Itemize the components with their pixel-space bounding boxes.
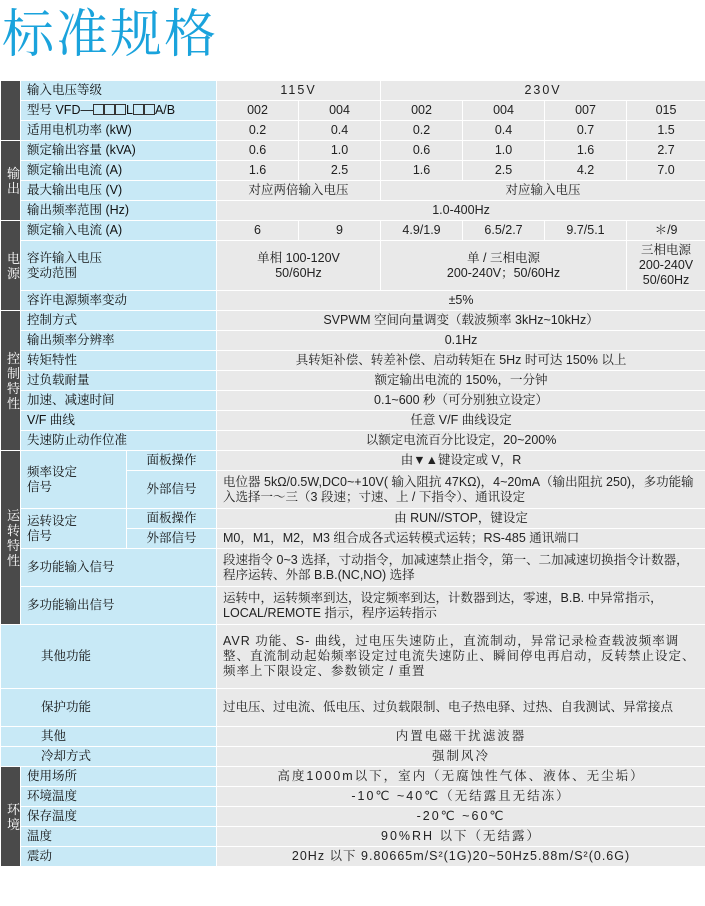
row-label: 失速防止动作位准: [21, 431, 217, 451]
value-cell: 对应输入电压: [381, 181, 705, 201]
row-label: 加速、减速时间: [21, 391, 217, 411]
value-cell: 9.7/5.1: [545, 221, 627, 241]
value-cell: -10℃ ~40℃（无结露且无结冻）: [217, 787, 705, 807]
control-row: [1, 391, 705, 411]
voltage-range-row: [1, 241, 705, 291]
sub-label: 外部信号: [127, 529, 217, 549]
value-cell: 单相 100-120V 50/60Hz: [217, 241, 381, 291]
value-cell: 运转中，运转频率到达，设定频率到达，计数器到达，零速，B.B. 中异常指示，LOCAL/REMOTE 指示，程序运转指示: [217, 587, 705, 625]
model-cell: 004: [463, 101, 545, 121]
row-label: 保存温度: [21, 807, 217, 827]
freq-range-row: [1, 201, 705, 221]
value-cell: 三相电源 200-240V 50/60Hz: [627, 241, 705, 291]
value-cell: 0.6: [381, 141, 463, 161]
value-cell: ±5%: [217, 291, 705, 311]
voltage-115: 115V: [217, 81, 381, 101]
value-cell: ＊/9: [627, 221, 705, 241]
value-cell: 0.6: [217, 141, 299, 161]
row-label: 多功能输出信号: [21, 587, 217, 625]
model-suffix: A/B: [154, 103, 176, 117]
model-cell: 015: [627, 101, 705, 121]
value-cell: 单 / 三相电源 200-240V；50/60Hz: [381, 241, 627, 291]
control-row: [1, 351, 705, 371]
freq-signal-panel-row: [1, 451, 705, 471]
row-label: 震动: [21, 847, 217, 867]
multi-input-row: [1, 549, 705, 587]
model-label: [21, 101, 217, 121]
multi-output-row: [1, 587, 705, 625]
control-row: [1, 311, 705, 331]
max-voltage-row: [1, 181, 705, 201]
row-label: 频率设定 信号: [21, 451, 127, 509]
row-label: 其他: [1, 727, 217, 747]
value-cell: 1.5: [627, 121, 705, 141]
model-mid: L: [125, 103, 133, 117]
row-label: 温度: [21, 827, 217, 847]
value-cell: 对应两倍输入电压: [217, 181, 381, 201]
model-cell: 002: [381, 101, 463, 121]
value-cell: 0.2: [381, 121, 463, 141]
row-label: 过负载耐量: [21, 371, 217, 391]
value-cell: 9: [299, 221, 381, 241]
run-signal-panel-row: [1, 509, 705, 529]
value-cell: 7.0: [627, 161, 705, 181]
value-cell: 过电压、过电流、低电压、过负载限制、电子热电驿、过热、自我测试、异常接点: [217, 689, 705, 727]
value-cell: 0.1~600 秒（可分别独立设定）: [217, 391, 705, 411]
row-label: 额定输入电流 (A): [21, 221, 217, 241]
protect-row: [1, 689, 705, 727]
env-row: [1, 787, 705, 807]
value-cell: 高度1000m以下，室内（无腐蚀性气体、液体、无尘垢）: [217, 767, 705, 787]
value-cell: 强制风冷: [217, 747, 705, 767]
section-environment: 环 境: [1, 767, 21, 867]
env-row: [1, 807, 705, 827]
other-func-row: [1, 625, 705, 689]
control-row: [1, 371, 705, 391]
header-corner: [1, 81, 21, 141]
value-cell: 2.5: [299, 161, 381, 181]
page-title: 标准规格: [2, 5, 219, 65]
value-cell: 由▼▲键设定或 V，R: [217, 451, 705, 471]
value-cell: 额定输出电流的 150%，一分钟: [217, 371, 705, 391]
row-label: 输出频率分辨率: [21, 331, 217, 351]
value-cell: 以额定电流百分比设定，20~200%: [217, 431, 705, 451]
value-cell: 0.1Hz: [217, 331, 705, 351]
value-cell: 1.6: [381, 161, 463, 181]
row-label: 多功能输入信号: [21, 549, 217, 587]
input-voltage-row: [1, 81, 705, 101]
row-label: 转矩特性: [21, 351, 217, 371]
row-label: 输出频率范围 (Hz): [21, 201, 217, 221]
value-cell: 具转矩补偿、转差补偿、启动转矩在 5Hz 时可达 150% 以上: [217, 351, 705, 371]
row-label: V/F 曲线: [21, 411, 217, 431]
row-label: 控制方式: [21, 311, 217, 331]
value-cell: 6: [217, 221, 299, 241]
value-cell: 4.9/1.9: [381, 221, 463, 241]
sub-label: 面板操作: [127, 509, 217, 529]
model-cell: 002: [217, 101, 299, 121]
value-cell: 4.2: [545, 161, 627, 181]
env-row: [1, 827, 705, 847]
row-label: 输入电压等级: [21, 81, 217, 101]
value-cell: 1.6: [545, 141, 627, 161]
row-label: 使用场所: [21, 767, 217, 787]
env-row: [1, 767, 705, 787]
value-cell: 2.5: [463, 161, 545, 181]
row-label: 最大输出电压 (V): [21, 181, 217, 201]
sub-label: 面板操作: [127, 451, 217, 471]
value-cell: 内置电磁干扰滤波器: [217, 727, 705, 747]
control-row: [1, 331, 705, 351]
row-label: 容许输入电压 变动范围: [21, 241, 217, 291]
output-capacity-row: [1, 141, 705, 161]
control-row: [1, 431, 705, 451]
motor-power-row: [1, 121, 705, 141]
model-prefix: 型号 VFD—: [27, 103, 93, 117]
row-label: 保护功能: [1, 689, 217, 727]
rated-input-current-row: [1, 221, 705, 241]
row-label: 容许电源频率变动: [21, 291, 217, 311]
value-cell: 1.0: [463, 141, 545, 161]
value-cell: SVPWM 空间向量调变（载波频率 3kHz~10kHz）: [217, 311, 705, 331]
model-row: [1, 101, 705, 121]
model-cell: 004: [299, 101, 381, 121]
row-label: 运转设定 信号: [21, 509, 127, 549]
output-current-row: [1, 161, 705, 181]
value-cell: 6.5/2.7: [463, 221, 545, 241]
value-cell: -20℃ ~60℃: [217, 807, 705, 827]
value-cell: 2.7: [627, 141, 705, 161]
freq-var-row: [1, 291, 705, 311]
value-cell: 0.2: [217, 121, 299, 141]
sub-label: 外部信号: [127, 471, 217, 509]
section-output: 输 出: [1, 141, 21, 221]
value-cell: 0.4: [463, 121, 545, 141]
row-label: 适用电机功率 (kW): [21, 121, 217, 141]
value-cell: 90%RH 以下（无结露）: [217, 827, 705, 847]
value-cell: 0.7: [545, 121, 627, 141]
value-cell: 任意 V/F 曲线设定: [217, 411, 705, 431]
spec-table: [0, 80, 705, 867]
model-cell: 007: [545, 101, 627, 121]
cooling-row: [1, 747, 705, 767]
other-row: [1, 727, 705, 747]
row-label: 冷却方式: [1, 747, 217, 767]
section-control: 控 制 特 性: [1, 311, 21, 451]
value-cell: 0.4: [299, 121, 381, 141]
value-cell: 段速指令 0~3 选择，寸动指令，加减速禁止指令，第一、二加减速切换指令计数器，程序运转、外部 B.B.(NC,NO) 选择: [217, 549, 705, 587]
value-cell: 20Hz 以下 9.80665m/S²(1G)20~50Hz5.88m/S²(0.6G): [217, 847, 705, 867]
section-operation: 运 转 特 性: [1, 451, 21, 625]
value-cell: M0，M1，M2，M3 组合成各式运转模式运转；RS-485 通讯端口: [217, 529, 705, 549]
row-label: 其他功能: [1, 625, 217, 689]
value-cell: 1.6: [217, 161, 299, 181]
env-row: [1, 847, 705, 867]
voltage-230: 230V: [381, 81, 705, 101]
section-power: 电 源: [1, 221, 21, 311]
control-row: [1, 411, 705, 431]
value-cell: 1.0: [299, 141, 381, 161]
row-label: 额定输出容量 (kVA): [21, 141, 217, 161]
value-cell: AVR 功能、S- 曲线，过电压失速防止，直流制动，异常记录检查载波频率调整、直流制动起始频率设定过电流失速防止、瞬间停电再启动，反转禁止设定、频率上下限设定、参数锁定 / 重置: [217, 625, 705, 689]
row-label: 额定输出电流 (A): [21, 161, 217, 181]
row-label: 环境温度: [21, 787, 217, 807]
value-cell: 由 RUN//STOP，键设定: [217, 509, 705, 529]
value-cell: 1.0-400Hz: [217, 201, 705, 221]
value-cell: 电位器 5kΩ/0.5W,DC0~+10V( 输入阻抗 47KΩ)，4~20mA（输出阻抗 250)，多功能输入选择一～三（3 段速；寸速、上 / 下指令）、通讯设定: [217, 471, 705, 509]
